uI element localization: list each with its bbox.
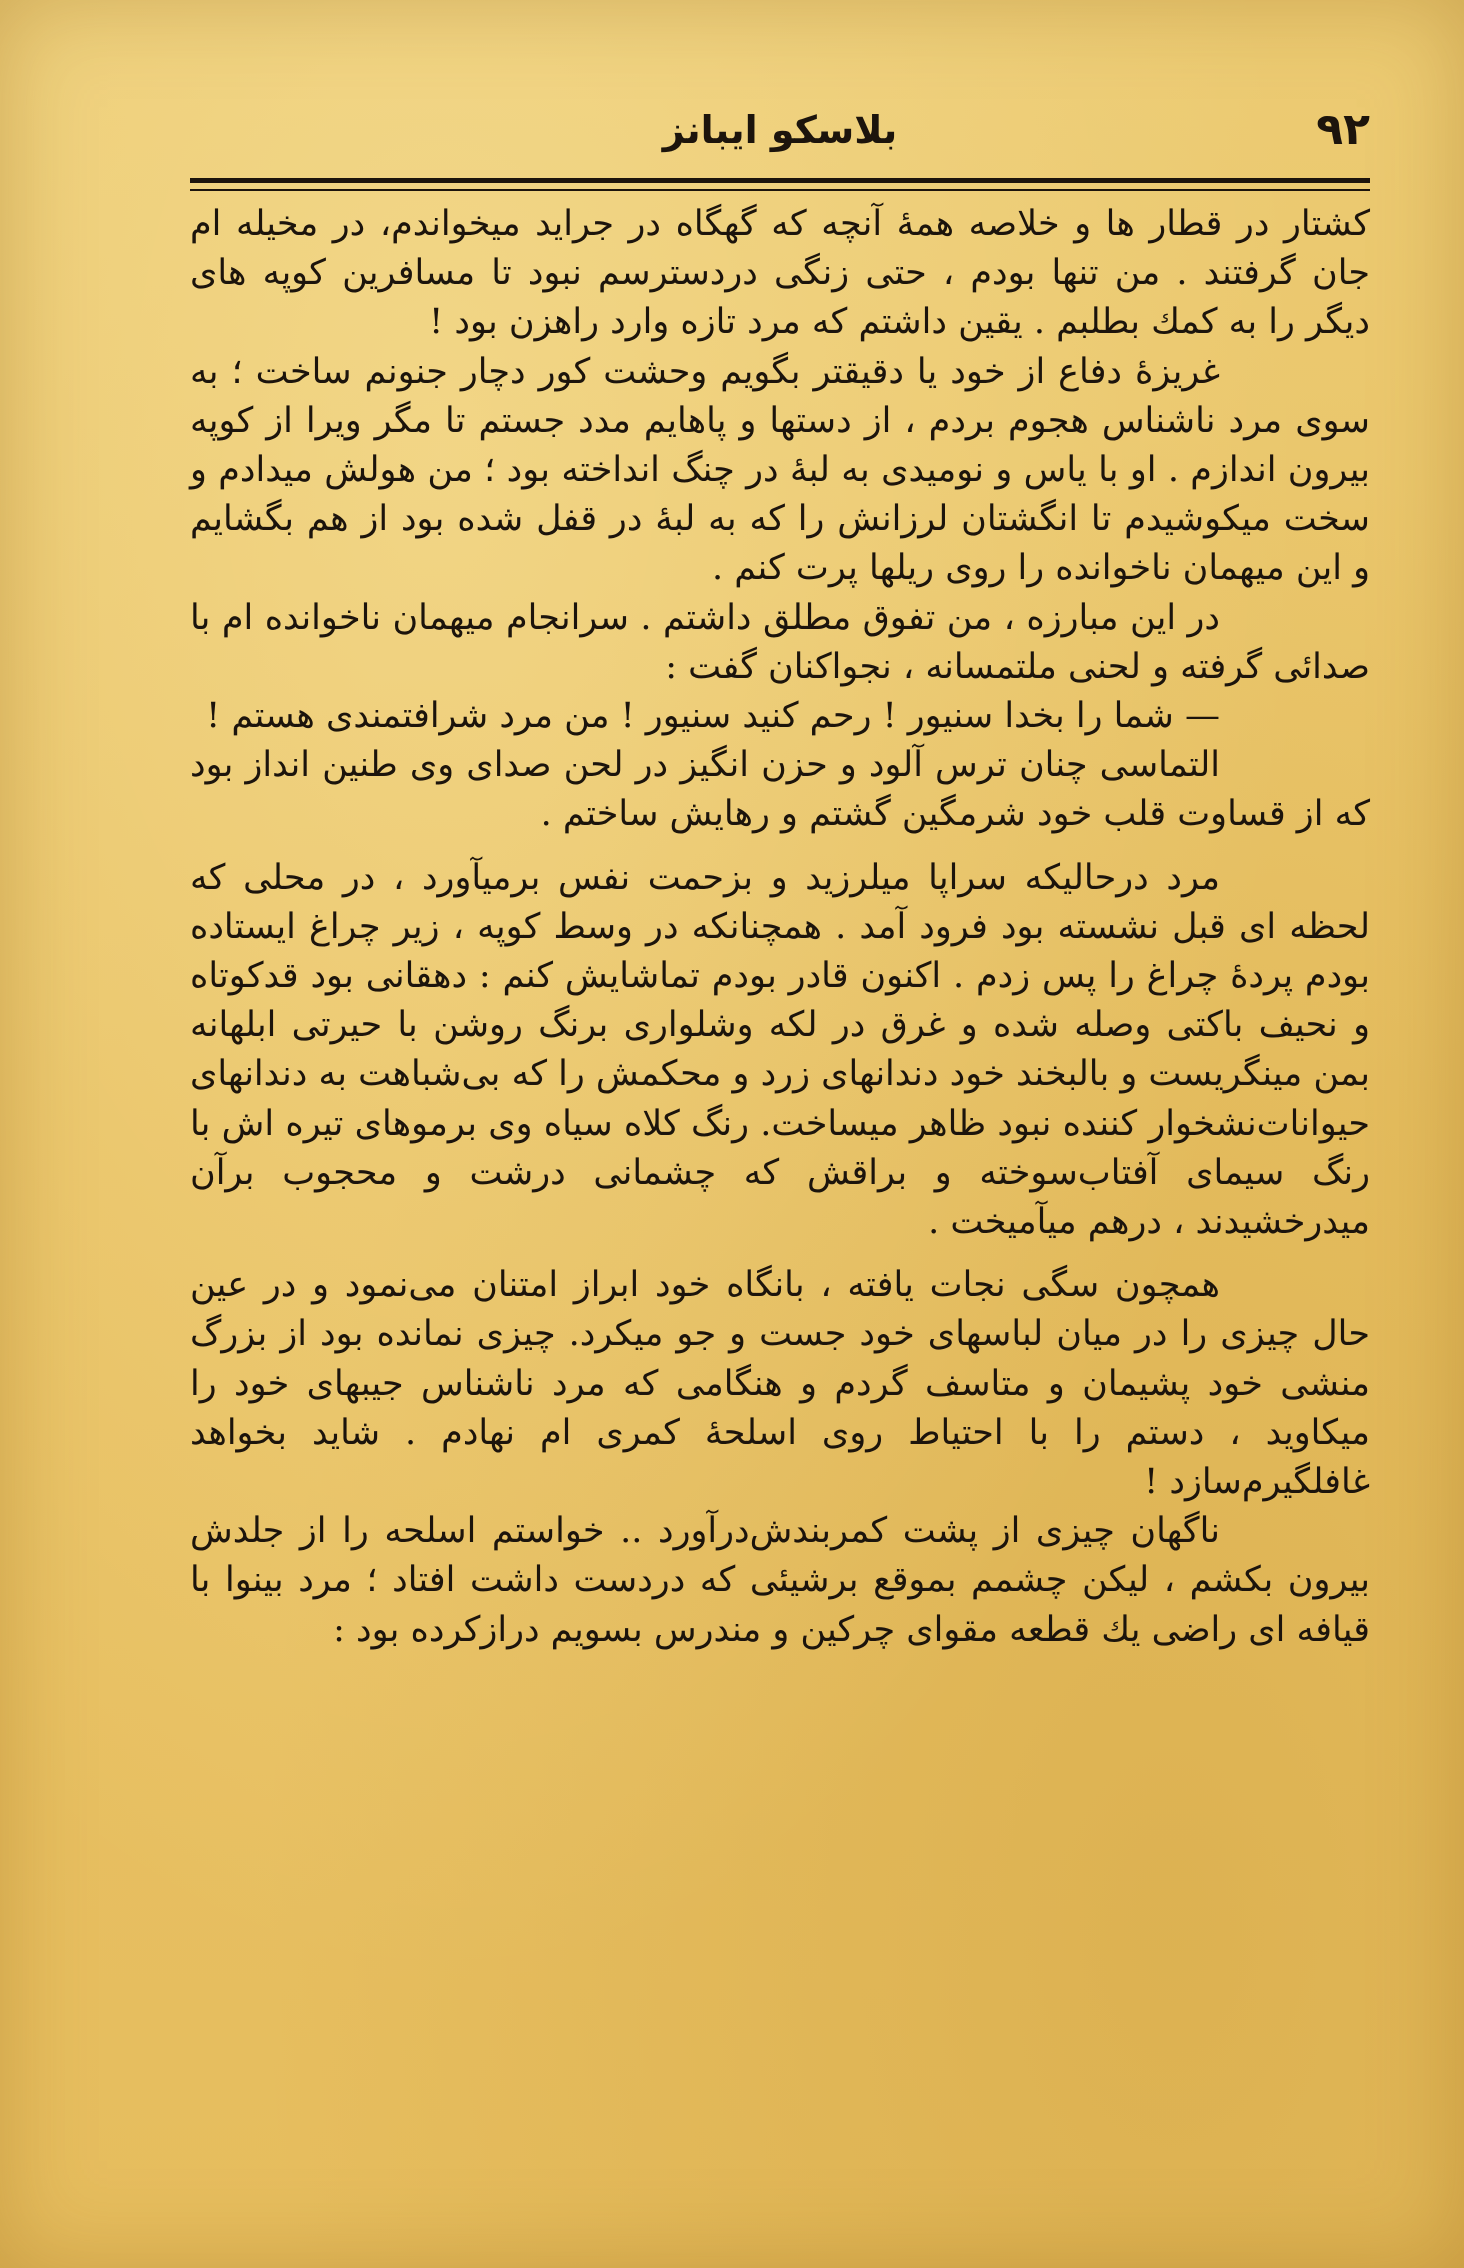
page-number: ۹۲ xyxy=(1316,104,1370,155)
paragraph: کشتار در قطار ها و خلاصه همهٔ آنچه که گهگاه در جراید میخواندم، در مخیله ام جان گرفتند . من تنها بودم ، حتی زنگی دردسترسم نبود تا مسافرین کوپه های دیگر را به کمك بطلبم . یقین داشتم که مرد تازه وارد راهزن بود ! xyxy=(190,204,1370,343)
body-text xyxy=(190,200,1370,1655)
paragraph: التماسی چنان ترس آلود و حزن انگیز در لحن صدای وی طنین انداز بود که از قساوت قلب خود شرمگین گشتم و رهایش ساختم . xyxy=(190,745,1370,835)
header-rule-thick xyxy=(190,178,1370,183)
paragraph: مرد درحالیکه سراپا میلرزید و بزحمت نفس برمیآورد ، در محلی که لحظه ای قبل نشسته بود فرود آمد . همچنانکه در وسط کوپه ، زیر چراغ ایستاده بودم پردهٔ چراغ را پس زدم . اکنون قادر بودم تماشایش کنم : دهقانی بود قدکوتاه و نحیف باکتی وصله شده و غرق در لکه وشلواری برنگ روشن با حیرتی ابلهانه بمن مینگریست و بالبخند خود دندانهای زرد و محکمش را که بی‌شباهت به دندانهای حیوانات‌نشخوار کننده نبود ظاهر میساخت. رنگ کلاه سیاه وی برموهای تیره اش با رنگ سیمای آفتاب‌سوخته و براقش که چشمانی درشت و محجوب برآن میدرخشیدند ، درهم میآمیخت . xyxy=(190,857,1370,1243)
paragraph: در این مبارزه ، من تفوق مطلق داشتم . سرانجام میهمان ناخوانده ام با صدائی گرفته و لحنی ملتمسانه ، نجواکنان گفت : xyxy=(190,597,1370,687)
paragraph: غریزهٔ دفاع از خود یا دقیقتر بگویم وحشت کور دچار جنونم ساخت ؛ به سوی مرد ناشناس هجوم بردم ، از دستها و پاهایم مدد جستم تا مگر ویرا از کوپه بیرون اندازم . او با یاس و نومیدی به لبهٔ در چنگ انداخته بود ؛ من هولش میدادم و سخت میکوشیدم تا انگشتان لرزانش را که به لبهٔ در قفل شده بود از هم بگشایم و این میهمان ناخوانده را روی ریلها پرت کنم . xyxy=(190,351,1370,589)
paragraph-dialogue: — شما را بخدا سنیور ! رحم کنید سنیور ! من مرد شرافتمندی هستم ! xyxy=(206,696,1220,737)
running-title: بلاسکو ایبانز xyxy=(662,108,898,152)
paragraph: همچون سگی نجات یافته ، بانگاه خود ابراز امتنان می‌نمود و در عین حال چیزی را در میان لباسهای خود جست و جو میکرد. چیزی نمانده بود از بزرگ منشی خود پشیمان و متاسف گردم و هنگامی که مرد ناشناس جیبهای خود را میکاوید ، دستم را با احتیاط روی اسلحهٔ کمری ام نهادم . شاید بخواهد غافلگیرم‌سازد ! xyxy=(190,1265,1370,1503)
paragraph: ناگهان چیزی از پشت کمربندش‌درآورد .. خواستم اسلحه را از جلدش بیرون بکشم ، لیکن چشمم بموقع برشیئی که دردست داشت افتاد ؛ مرد بینوا با قیافه ای راضی یك قطعه مقوای چرکین و مندرس بسویم درازکرده بود : xyxy=(190,1511,1370,1650)
page-header xyxy=(190,100,1370,170)
header-rule-thin xyxy=(190,189,1370,191)
